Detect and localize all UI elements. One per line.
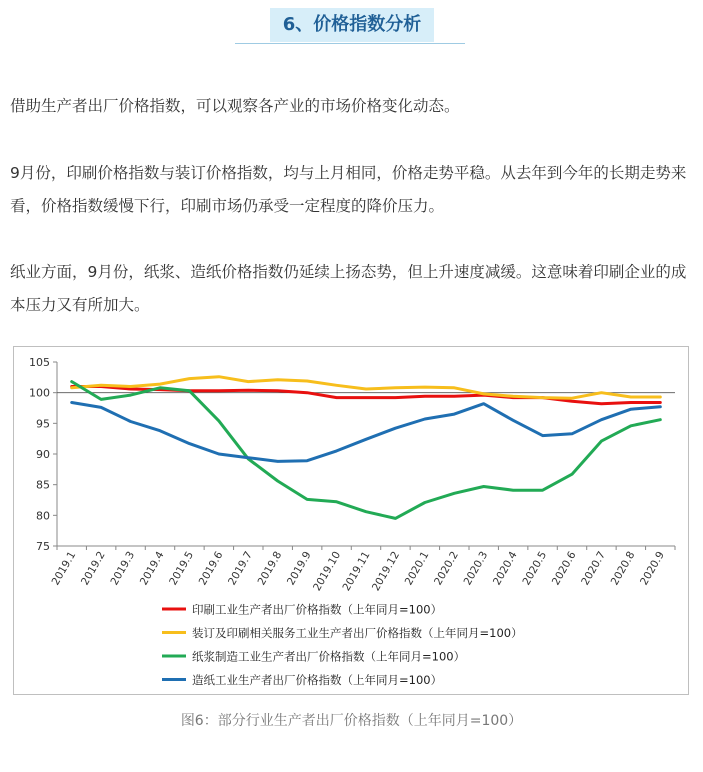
- legend-label-2: 装订及印刷相关服务工业生产者出厂价格指数（上年同月=100）: [192, 626, 523, 640]
- section-heading-text: 6、价格指数分析: [270, 8, 434, 42]
- x-tick-label: 2020.4: [490, 549, 520, 588]
- x-tick-label: 2019.3: [108, 549, 138, 588]
- x-tick-label: 2019.12: [369, 549, 403, 594]
- x-tick-label: 2020.6: [549, 549, 579, 588]
- line-chart: [14, 347, 688, 694]
- x-tick-label: 2019.7: [226, 549, 255, 588]
- section-heading: [0, 8, 703, 46]
- y-tick-label: 95: [36, 417, 50, 431]
- paragraph-2: 9月份，印刷价格指数与装订价格指数，均与上月相同，价格走势平稳。从去年到今年的长期走势来看，价格指数缓慢下行，印刷市场仍承受一定程度的降价压力。: [10, 164, 687, 215]
- x-tick-label: 2019.9: [284, 549, 314, 588]
- y-tick-label: 105: [29, 356, 50, 369]
- y-tick-label: 100: [29, 386, 50, 400]
- y-tick-label: 75: [36, 540, 50, 553]
- x-tick-label: 2020.9: [638, 549, 667, 588]
- x-tick-label: 2020.5: [520, 549, 550, 588]
- x-tick-label: 2019.10: [311, 549, 344, 594]
- paragraph-1: 借助生产者出厂价格指数，可以观察各产业的市场价格变化动态。: [10, 97, 460, 115]
- chart-frame: [13, 346, 689, 695]
- x-tick-label: 2019.5: [167, 549, 197, 588]
- series-line-4: [72, 403, 661, 462]
- x-tick-label: 2020.8: [608, 549, 638, 588]
- x-tick-label: 2019.6: [196, 549, 226, 588]
- x-tick-label: 2020.1: [402, 549, 432, 588]
- y-tick-label: 80: [36, 509, 50, 523]
- heading-underline: [235, 43, 465, 44]
- x-tick-label: 2020.7: [579, 549, 609, 588]
- legend-label-3: 纸浆制造工业生产者出厂价格指数（上年同月=100）: [192, 649, 466, 664]
- legend-label-1: 印刷工业生产者出厂价格指数（上年同月=100）: [192, 602, 443, 617]
- x-tick-label: 2019.1: [49, 549, 79, 588]
- x-tick-label: 2020.3: [461, 549, 491, 588]
- x-tick-label: 2020.2: [432, 549, 461, 588]
- y-tick-label: 85: [36, 478, 50, 492]
- x-tick-label: 2019.11: [340, 549, 373, 594]
- legend-label-4: 造纸工业生产者出厂价格指数（上年同月=100）: [192, 673, 443, 687]
- y-tick-label: 90: [36, 448, 50, 461]
- paragraph-3: 纸业方面，9月份，纸浆、造纸价格指数仍延续上扬态势，但上升速度减缓。这意味着印刷企业的成本压力又有所加大。: [10, 263, 687, 314]
- x-tick-label: 2019.2: [78, 549, 108, 588]
- x-tick-label: 2019.4: [137, 549, 167, 588]
- figure-caption: 图6：部分行业生产者出厂价格指数（上年同月=100）: [180, 713, 523, 729]
- x-tick-label: 2019.8: [255, 549, 285, 588]
